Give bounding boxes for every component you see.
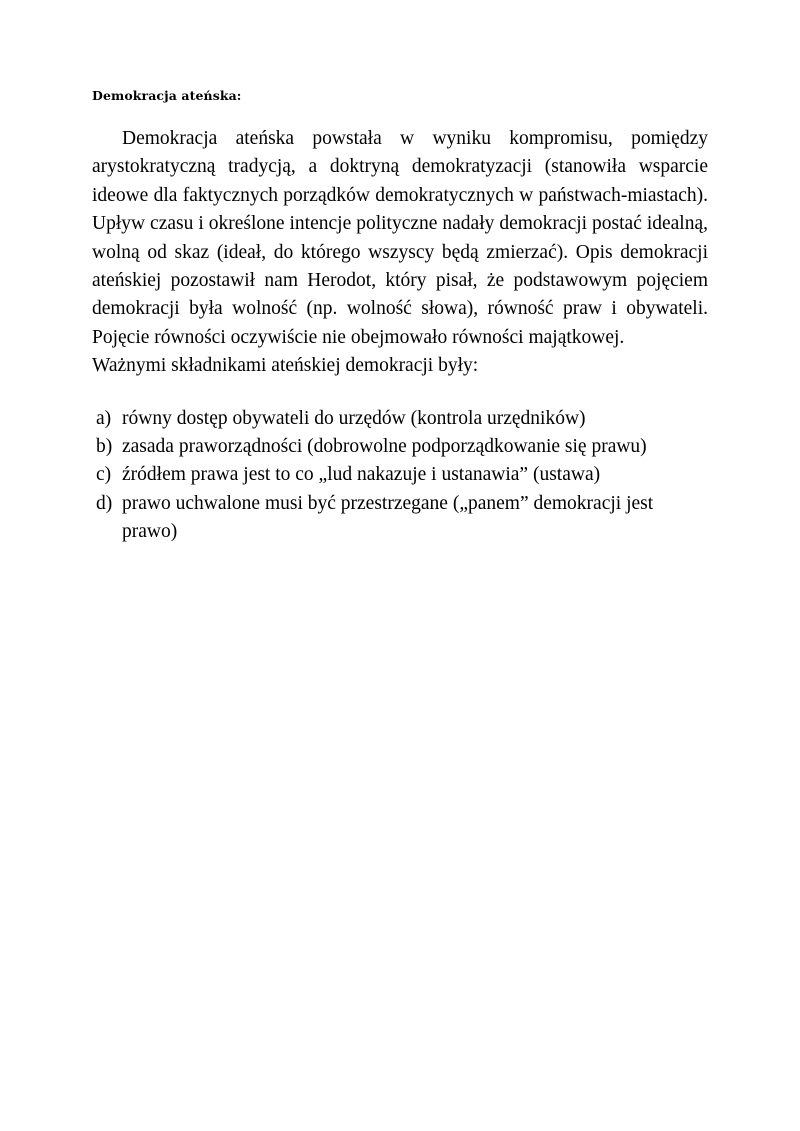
components-list	[92, 405, 708, 547]
list-item-label: źródłem prawa jest to co „lud nakazuje i ustanawia” (ustawa)	[122, 464, 601, 486]
list-item-label: prawo uchwalone musi być przestrzegane („panem” demokracji jest prawo)	[122, 492, 654, 543]
document-content	[92, 88, 708, 547]
list-item-label: równy dostęp obywateli do urzędów (kontrola urzędników)	[122, 407, 586, 429]
list-item	[92, 490, 708, 547]
list-item-marker: c)	[96, 464, 112, 486]
list-item-marker: b)	[96, 436, 113, 458]
lead-in-paragraph: Ważnymi składnikami ateńskiej demokracji były:	[92, 355, 479, 377]
list-item	[92, 405, 708, 433]
main-paragraph: Demokracja ateńska powstała w wyniku kompromisu, pomiędzy arystokratyczną tradycją, a doktryną demokratyzacji (stanowiła wsparcie ideowe dla faktycznych porządków demokratycznych w państwach-miastach). Upływ czasu i określone intencje polityczne nadały demokracji postać idealną, wolną od skaz (ideał, do którego wszyscy będą zmierzać). Opis demokracji ateńskiej pozostawił nam Herodot, który pisał, że podstawowym pojęciem demokracji była wolność (np. wolność słowa), równość praw i obywateli. Pojęcie równości oczywiście nie obejmowało równości majątkowej.	[92, 128, 708, 348]
document-heading: Demokracja ateńska:	[92, 88, 242, 103]
list-item-marker: d)	[96, 492, 113, 514]
list-item-label: zasada praworządności (dobrowolne podporządkowanie się prawu)	[122, 436, 647, 458]
list-item	[92, 461, 708, 489]
list-item-marker: a)	[96, 407, 112, 429]
list-item	[92, 433, 708, 461]
